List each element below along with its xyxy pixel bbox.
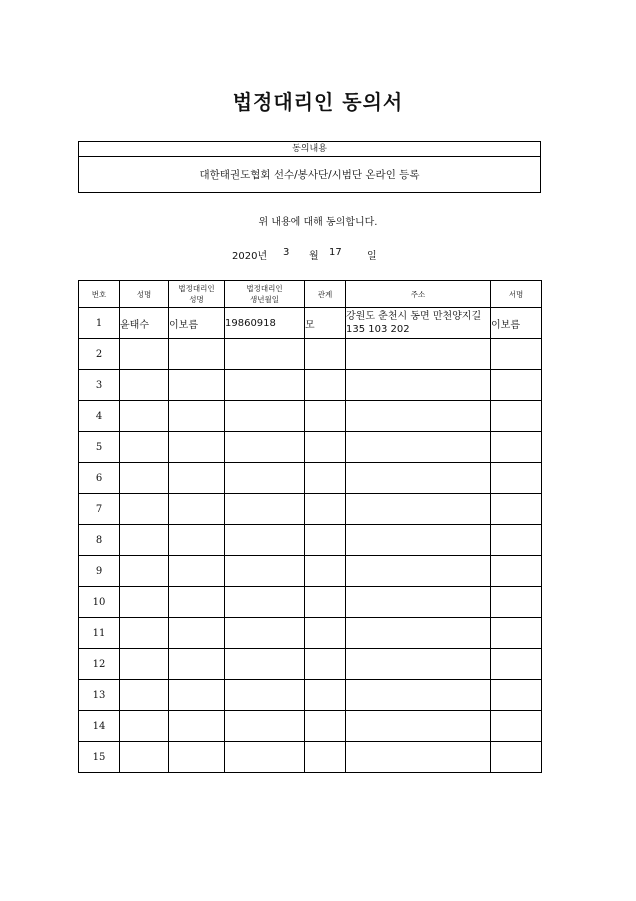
cell-name — [120, 525, 169, 556]
cell-relation: 모 — [305, 308, 346, 339]
table-row — [79, 370, 542, 401]
agree-statement: 위 내용에 대해 동의합니다. — [258, 217, 378, 228]
cell-relation — [305, 618, 346, 649]
cell-guardian-birth — [225, 370, 305, 401]
cell-guardian-birth: 19860918 — [225, 308, 305, 339]
cell-relation — [305, 556, 346, 587]
table-row — [79, 494, 542, 525]
cell-signature — [491, 525, 542, 556]
document-title: 법정대리인 동의서 — [232, 90, 404, 114]
cell-signature — [491, 711, 542, 742]
cell-signature — [491, 587, 542, 618]
cell-guardian-name: 이보름 — [169, 308, 225, 339]
cell-signature — [491, 432, 542, 463]
cell-name — [120, 587, 169, 618]
row-number: 1 — [79, 308, 120, 339]
header-relation: 관계 — [305, 281, 346, 308]
cell-guardian-birth — [225, 494, 305, 525]
header-signature: 서명 — [491, 281, 542, 308]
cell-signature — [491, 556, 542, 587]
table-row — [79, 742, 542, 773]
cell-name — [120, 618, 169, 649]
cell-guardian-birth — [225, 587, 305, 618]
cell-address — [346, 401, 491, 432]
consent-text: 대한태권도협회 선수/봉사단/시범단 온라인 등록 — [199, 169, 420, 181]
table-row — [79, 711, 542, 742]
header-name: 성명 — [120, 281, 169, 308]
cell-address — [346, 463, 491, 494]
cell-address — [346, 711, 491, 742]
date-month: 3 — [283, 247, 290, 258]
table-row — [79, 463, 542, 494]
row-number: 6 — [79, 463, 120, 494]
cell-guardian-name — [169, 401, 225, 432]
table-row — [79, 587, 542, 618]
cell-name — [120, 432, 169, 463]
cell-name — [120, 401, 169, 432]
cell-address — [346, 556, 491, 587]
cell-relation — [305, 680, 346, 711]
cell-name — [120, 742, 169, 773]
table-row — [79, 556, 542, 587]
cell-address: 강원도 춘천시 동면 만천양지길 135 103 202 — [346, 308, 491, 339]
cell-signature — [491, 494, 542, 525]
cell-guardian-birth — [225, 680, 305, 711]
cell-address — [346, 680, 491, 711]
cell-guardian-birth — [225, 401, 305, 432]
cell-address — [346, 370, 491, 401]
table-header-row — [79, 281, 542, 308]
cell-signature — [491, 649, 542, 680]
cell-name — [120, 494, 169, 525]
cell-signature — [491, 680, 542, 711]
table-row — [79, 308, 542, 339]
cell-guardian-name — [169, 711, 225, 742]
cell-guardian-name — [169, 525, 225, 556]
cell-guardian-birth — [225, 463, 305, 494]
row-number: 12 — [79, 649, 120, 680]
cell-relation — [305, 370, 346, 401]
cell-guardian-birth — [225, 339, 305, 370]
date-line — [0, 247, 636, 261]
cell-guardian-birth — [225, 711, 305, 742]
header-guardian-name: 법정대리인 성명 — [169, 281, 225, 308]
cell-address — [346, 432, 491, 463]
table-row — [79, 649, 542, 680]
row-number: 14 — [79, 711, 120, 742]
table-row — [79, 432, 542, 463]
cell-address — [346, 525, 491, 556]
cell-guardian-name — [169, 494, 225, 525]
cell-relation — [305, 432, 346, 463]
table-row — [79, 339, 542, 370]
row-number: 15 — [79, 742, 120, 773]
cell-guardian-birth — [225, 525, 305, 556]
cell-name — [120, 339, 169, 370]
cell-guardian-name — [169, 587, 225, 618]
cell-name — [120, 711, 169, 742]
cell-signature: 이보름 — [491, 308, 542, 339]
cell-guardian-birth — [225, 649, 305, 680]
cell-signature — [491, 463, 542, 494]
cell-guardian-birth — [225, 432, 305, 463]
cell-relation — [305, 711, 346, 742]
row-number: 13 — [79, 680, 120, 711]
cell-name: 윤태수 — [120, 308, 169, 339]
cell-guardian-name — [169, 618, 225, 649]
cell-signature — [491, 742, 542, 773]
cell-guardian-birth — [225, 618, 305, 649]
cell-relation — [305, 587, 346, 618]
consent-box — [78, 141, 541, 193]
cell-guardian-name — [169, 742, 225, 773]
row-number: 11 — [79, 618, 120, 649]
cell-name — [120, 649, 169, 680]
cell-guardian-birth — [225, 742, 305, 773]
cell-address — [346, 494, 491, 525]
table-row — [79, 618, 542, 649]
row-number: 4 — [79, 401, 120, 432]
date-day-unit: 일 — [367, 251, 377, 262]
cell-name — [120, 680, 169, 711]
cell-relation — [305, 525, 346, 556]
cell-signature — [491, 618, 542, 649]
cell-name — [120, 463, 169, 494]
cell-relation — [305, 463, 346, 494]
row-number: 10 — [79, 587, 120, 618]
cell-address — [346, 587, 491, 618]
header-address: 주소 — [346, 281, 491, 308]
table-row — [79, 401, 542, 432]
header-number: 번호 — [79, 281, 120, 308]
cell-signature — [491, 339, 542, 370]
date-month-unit: 월 — [309, 251, 319, 262]
row-number: 5 — [79, 432, 120, 463]
cell-relation — [305, 649, 346, 680]
cell-signature — [491, 401, 542, 432]
cell-address — [346, 742, 491, 773]
cell-relation — [305, 742, 346, 773]
date-year: 2020년 — [232, 251, 268, 262]
cell-guardian-name — [169, 680, 225, 711]
row-number: 8 — [79, 525, 120, 556]
cell-guardian-name — [169, 432, 225, 463]
header-guardian-birth: 법정대리인 생년월일 — [225, 281, 305, 308]
table-row — [79, 680, 542, 711]
cell-guardian-name — [169, 463, 225, 494]
cell-name — [120, 370, 169, 401]
cell-signature — [491, 370, 542, 401]
row-number: 9 — [79, 556, 120, 587]
guardian-table — [78, 280, 542, 773]
row-number: 2 — [79, 339, 120, 370]
cell-guardian-name — [169, 556, 225, 587]
cell-name — [120, 556, 169, 587]
cell-relation — [305, 339, 346, 370]
cell-relation — [305, 494, 346, 525]
cell-address — [346, 649, 491, 680]
cell-guardian-name — [169, 339, 225, 370]
date-day: 17 — [329, 247, 342, 258]
cell-address — [346, 339, 491, 370]
table-row — [79, 525, 542, 556]
cell-guardian-name — [169, 370, 225, 401]
row-number: 3 — [79, 370, 120, 401]
cell-address — [346, 618, 491, 649]
consent-header: 동의내용 — [79, 142, 540, 157]
cell-guardian-birth — [225, 556, 305, 587]
cell-relation — [305, 401, 346, 432]
row-number: 7 — [79, 494, 120, 525]
cell-guardian-name — [169, 649, 225, 680]
